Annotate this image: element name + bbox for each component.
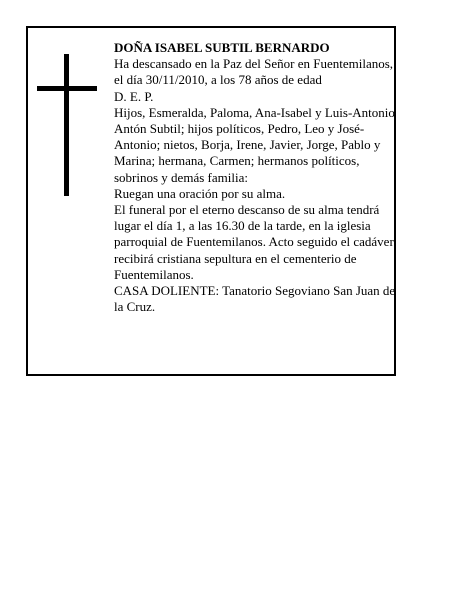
dep-line: D. E. P. — [114, 88, 154, 104]
obituary-text — [114, 40, 396, 315]
cross-horizontal-bar — [37, 86, 97, 91]
cross-icon — [37, 54, 99, 196]
prayer-request: Ruegan una oración por su alma. — [114, 185, 286, 201]
obituary-notice — [26, 26, 396, 376]
mourning-house: CASA DOLIENTE: Tanatorio Segoviano San Juan de la Cruz. — [114, 283, 396, 315]
cross-vertical-bar — [64, 54, 69, 196]
family-list: Hijos, Esmeralda, Paloma, Ana-Isabel y Luis-Antonio Antón Subtil; hijos políticos, Pedro, Leo y José-Antonio; nietos, Borja, Irene, Javier, Jorge, Pablo y Marina; hermana, Carmen; hermanos políticos, sobrinos y demás familia: — [114, 104, 395, 185]
deceased-name: DOÑA ISABEL SUBTIL BERNARDO — [114, 40, 330, 55]
funeral-info: El funeral por el eterno descanso de su alma tendrá lugar el día 1, a las 16.30 de la tarde, en la iglesia parroquial de Fuentemilanos. Acto seguido el cadáver recibirá cristiana sepultura en el cementerio de Fuentemilanos. — [114, 202, 394, 282]
death-announcement: Ha descansado en la Paz del Señor en Fuentemilanos, el día 30/11/2010, a los 78 años de edad — [114, 56, 394, 88]
